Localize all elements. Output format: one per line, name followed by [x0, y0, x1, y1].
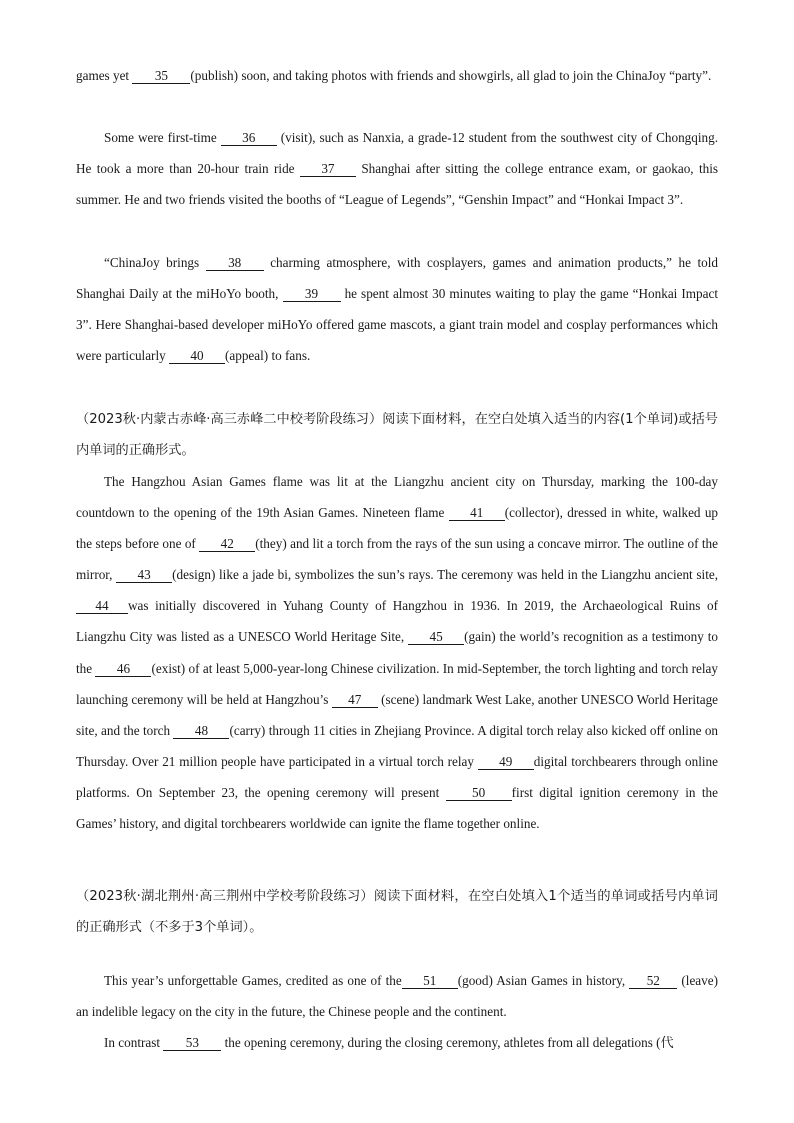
passage-paragraph-3: “ChinaJoy brings 38 charming atmosphere, with cosplayers, games and animation products,” he told Shanghai Daily at the miHoYo booth, 39 he spent almost 30 minutes waiting to play the game “Honkai Impact 3”. Here Shanghai-based developer miHoYo offered game mascots, a giant train model and cosplay performances which were particularly 40 (appeal) to fans.: [76, 255, 719, 364]
blank-51[interactable]: 51: [402, 974, 458, 989]
blank-39[interactable]: 39: [283, 287, 341, 302]
blank-44[interactable]: 44: [76, 599, 128, 614]
blank-48[interactable]: 48: [173, 724, 229, 739]
blank-43[interactable]: 43: [116, 568, 172, 583]
section-header-inner-mongolia: （2023秋·内蒙古赤峰·高三赤峰二中校考阶段练习）阅读下面材料，在空白处填入适当的内容(1个单词)或括号内单词的正确形式。: [76, 412, 718, 459]
passage-paragraph-continued: games yet 35 (publish) soon, and taking photos with friends and showgirls, all glad to join the ChinaJoy “party”.: [76, 68, 712, 83]
blank-42[interactable]: 42: [199, 537, 255, 552]
blank-37[interactable]: 37: [300, 162, 356, 177]
blank-50[interactable]: 50: [446, 786, 512, 801]
blank-52[interactable]: 52: [629, 974, 677, 989]
blank-45[interactable]: 45: [408, 630, 464, 645]
section-header-hubei-jingzhou: （2023秋·湖北荆州·高三荆州中学校考阶段练习）阅读下面材料，在空白处填入1个适当的单词或括号内单词的正确形式（不多于3个单词）。: [76, 889, 718, 936]
passage-hangzhou-asian-games-flame: The Hangzhou Asian Games flame was lit at the Liangzhu ancient city on Thursday, marking the 100-day countdown to the opening of the 19th Asian Games. Nineteen flame 41 (collector), dressed in white, walked up the steps before one of 42 (they) and lit a torch from the rays of the sun using a concave mirror. The outline of the mirror, 43 (design) like a jade bi, symbolizes the sun’s rays. The ceremony was held in the Liangzhu ancient site,44 was initially discovered in Yuhang County of Hangzhou in 1936. In 2019, the Archaeological Ruins of Liangzhu City was listed as a UNESCO World Heritage Site, 45 (gain) the world’s recognition as a testimony to the 46 (exist) of at least 5,000-year-long Chinese civilization. In mid-September, the torch lighting and torch relay launching ceremony will be held at Hangzhou’s 47 (scene) landmark West Lake, another UNESCO World Heritage site, and the torch 48 (carry) through 11 cities in Zhejiang Province. A digital torch relay also kicked off online on Thursday. Over 21 million people have participated in a virtual torch relay 49 digital torchbearers through online platforms. On September 23, the opening ceremony will present 50 first digital ignition ceremony in the Games’ history, and digital torchbearers worldwide can ignite the flame together online.: [76, 474, 719, 832]
blank-47[interactable]: 47: [332, 693, 378, 708]
passage-unforgettable-games-1: This year’s unforgettable Games, credited as one of the 51 (good) Asian Games in history, 52 (leave) an indelible legacy on the city in the future, the Chinese people and the continent.: [76, 973, 718, 1020]
blank-38[interactable]: 38: [206, 256, 264, 271]
blank-49[interactable]: 49: [478, 755, 534, 770]
passage-unforgettable-games-2: In contrast 53 the opening ceremony, during the closing ceremony, athletes from all delegations (代: [104, 1035, 674, 1050]
blank-36[interactable]: 36: [221, 131, 277, 146]
blank-41[interactable]: 41: [449, 506, 505, 521]
passage-paragraph-2: Some were first-time 36 (visit), such as Nanxia, a grade-12 student from the southwest city of Chongqing. He took a more than 20-hour train ride 37 Shanghai after sitting the college entrance exam, or gaokao, this summer. He and two friends visited the booths of “League of Legends”, “Genshin Impact” and “Honkai Impact 3”.: [76, 130, 719, 208]
blank-35[interactable]: 35: [132, 69, 190, 84]
blank-40[interactable]: 40: [169, 349, 225, 364]
blank-46[interactable]: 46: [95, 662, 151, 677]
blank-53[interactable]: 53: [163, 1036, 221, 1051]
